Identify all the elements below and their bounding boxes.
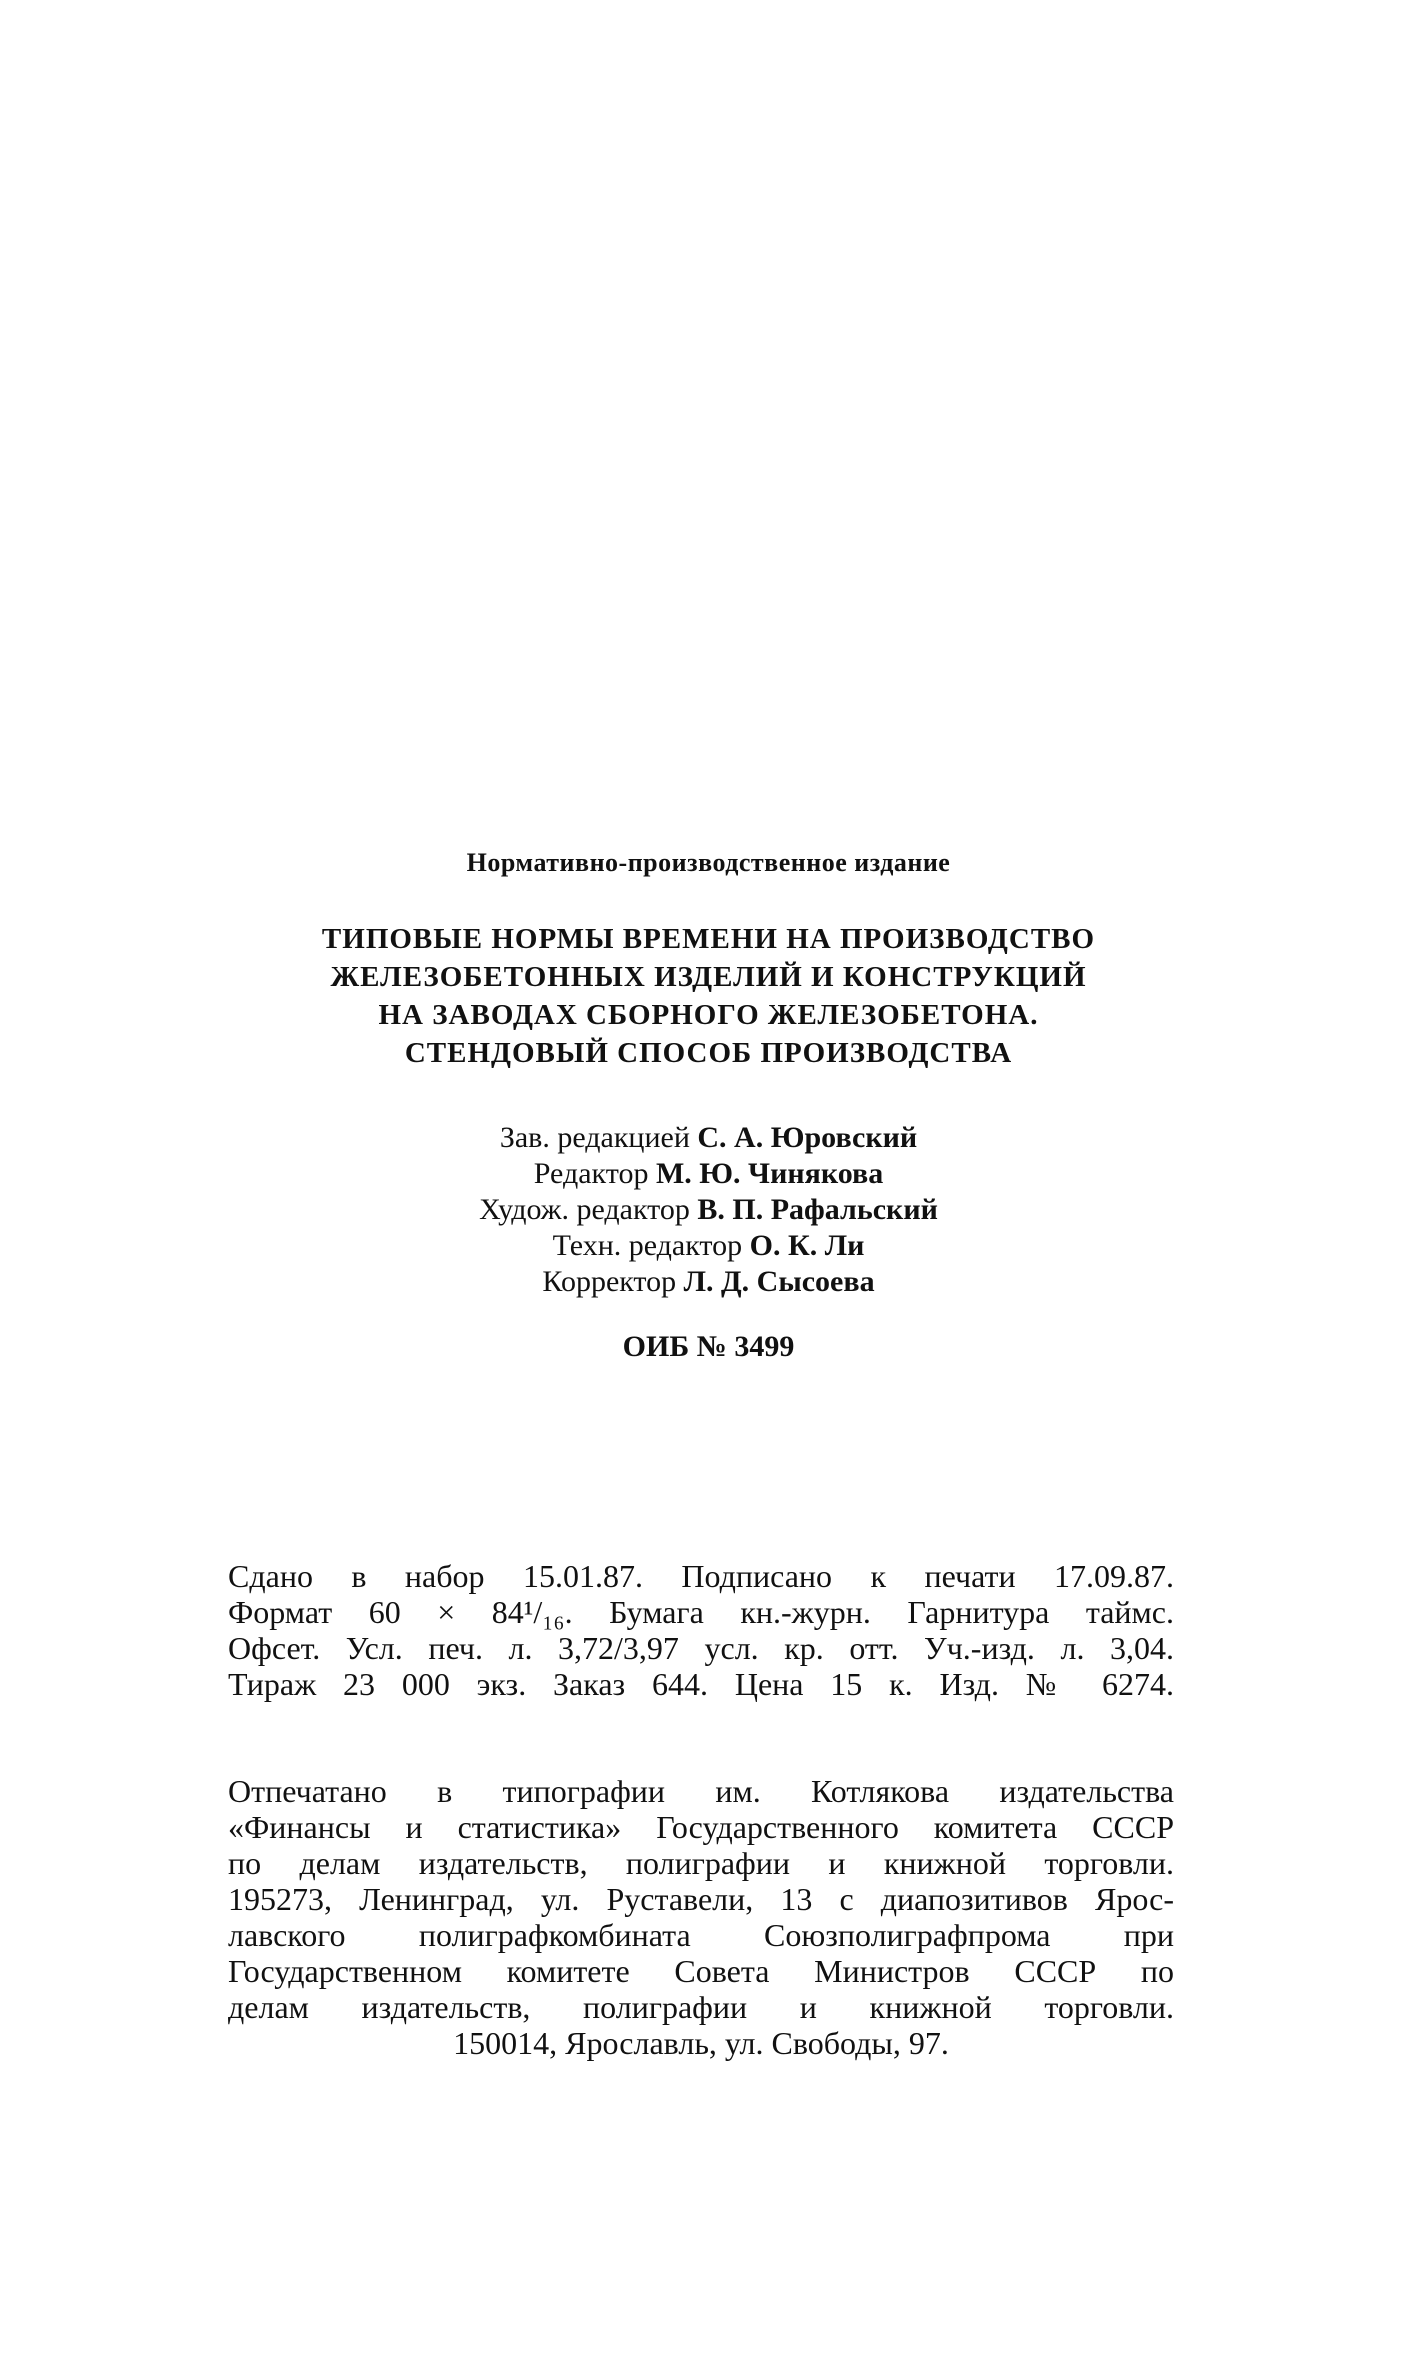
print-data-line: Сдано в набор 15.01.87. Подписано к печати 17.09.87. — [228, 1558, 1174, 1594]
book-title — [0, 920, 1417, 1072]
title-line: ЖЕЛЕЗОБЕТОННЫХ ИЗДЕЛИЙ И КОНСТРУКЦИЙ — [330, 961, 1087, 993]
credit-role: Худож. редактор — [479, 1193, 690, 1226]
printer-line: по делам издательств, полиграфии и книжной торговли. — [228, 1845, 1174, 1881]
print-data-line: Офсет. Усл. печ. л. 3,72/3,97 усл. кр. отт. Уч.-изд. л. 3,04. — [228, 1630, 1174, 1666]
credit-line — [0, 1120, 1417, 1156]
credit-person: С. А. Юровский — [697, 1121, 918, 1154]
printer-line: «Финансы и статистика» Государственного комитета СССР — [228, 1809, 1174, 1845]
credit-line — [0, 1264, 1417, 1300]
credit-person: Л. Д. Сысоева — [683, 1265, 875, 1298]
credit-person: М. Ю. Чинякова — [655, 1157, 884, 1190]
credit-role: Корректор — [542, 1265, 677, 1298]
printer-line: Отпечатано в типографии им. Котлякова издательства — [228, 1773, 1174, 1809]
print-data-line: Тираж 23 000 экз. Заказ 644. Цена 15 к. Изд. № 6274. — [228, 1666, 1174, 1702]
credit-line — [0, 1228, 1417, 1264]
credit-role: Зав. редакцией — [499, 1121, 690, 1154]
printer-line: 150014, Ярославль, ул. Свободы, 97. — [453, 2025, 949, 2061]
printer-line: Государственном комитете Совета Министров СССР по — [228, 1953, 1174, 1989]
printer-line: 195273, Ленинград, ул. Руставели, 13 с диапозитивов Ярос- — [228, 1881, 1174, 1917]
credit-line — [0, 1156, 1417, 1192]
credit-role: Редактор — [533, 1157, 649, 1190]
printer-line: лавского полиграфкомбината Союзполиграфпрома при — [228, 1917, 1174, 1953]
credit-person: В. П. Рафальский — [697, 1193, 938, 1226]
printer-line: делам издательств, полиграфии и книжной торговли. — [228, 1989, 1174, 2025]
credit-person: О. К. Ли — [749, 1229, 865, 1262]
print-data-block — [228, 1558, 1174, 1702]
credit-role: Техн. редактор — [552, 1229, 743, 1262]
oib-number: ОИБ № 3499 — [622, 1330, 795, 1363]
edition-type: Нормативно-производственное издание — [466, 848, 951, 877]
credits-list — [0, 1120, 1417, 1300]
title-line: НА ЗАВОДАХ СБОРНОГО ЖЕЛЕЗОБЕТОНА. — [378, 999, 1039, 1031]
credit-line — [0, 1192, 1417, 1228]
print-data-line: Формат 60 × 84¹/₁₆. Бумага кн.-журн. Гарнитура таймс. — [228, 1594, 1174, 1630]
title-line: ТИПОВЫЕ НОРМЫ ВРЕМЕНИ НА ПРОИЗВОДСТВО — [321, 923, 1096, 955]
printer-info-block — [228, 1773, 1174, 2061]
title-line: СТЕНДОВЫЙ СПОСОБ ПРОИЗВОДСТВА — [404, 1037, 1013, 1069]
